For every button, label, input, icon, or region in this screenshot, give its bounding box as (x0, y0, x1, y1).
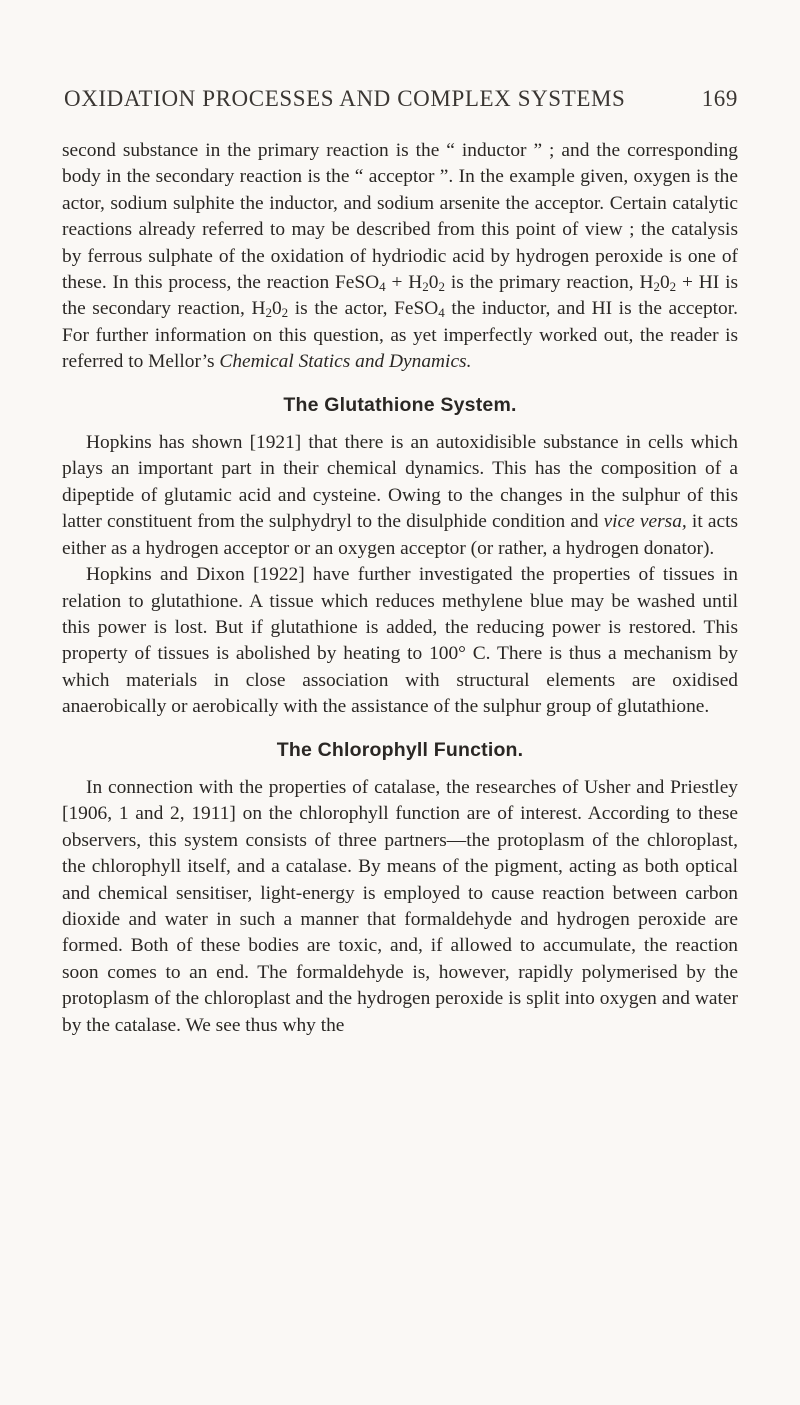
body-text (62, 138, 738, 1039)
paragraph-text: the inductor, and HI is the acceptor. For further information on this question, as yet imperfectly worked out, the reader is referred to Mellor’s (62, 298, 738, 373)
chapter-title: OXIDATION PROCESSES AND COMPLEX SYSTEMS (64, 86, 626, 111)
italic-phrase: vice versa, (603, 511, 687, 533)
page-number: 169 (701, 86, 738, 111)
paragraph-glutathione-hopkins: Hopkins has shown [1921] that there is an autoxidisible substance in cells which plays an important part in their chemical dynamics. This has the composition of a dipeptide of glutamic acid and cysteine. Owing to the changes in the sulphur of this latter constituent from the sulphydryl to the disulphide condition and vice versa, it acts either as a hydrogen acceptor or an oxygen acceptor (or rather, a hydrogen donator). (62, 432, 739, 559)
paragraph-glutathione-dixon: Hopkins and Dixon [1922] have further investigated the properties of tissues in relation to glutathione. A tissue which reduces methylene blue may be washed until this power is lost. But if glutathione is added, the reducing power is restored. This property of tissues is abolished by heating to 100° C. There is thus a mechanism by which materials in close association with structural elements are oxidised anaerobically or aerobically with the assistance of the sulphur group of glutathione. (62, 564, 738, 718)
paragraph-text: is the primary reaction, (444, 272, 640, 294)
formula-feso4-h2o2: FeSO$_4$ + $H_20_2$ (334, 272, 445, 295)
section-heading-glutathione: The Glutathione System. (283, 393, 517, 416)
formula-h2o2-hi: $H_20_2$ + HI (639, 272, 720, 295)
paragraph-text: is the actor, (288, 298, 395, 320)
paragraph-chlorophyll: In connection with the properties of catalase, the researches of Usher and Priestley [1906, 1 and 2, 1911] on the chlorophyll function are of interest. According to these observers, this system consists of three partners—the protoplasm of the chloroplast, the chlorophyll itself, and a catalase. By means of the pigment, acting as both optical and chemical sensitiser, light-energy is employed to cause reaction between carbon dioxide and water in such a manner that formaldehyde and hydrogen peroxide are formed. Both of these bodies are toxic, and, if allowed to accumulate, the reaction soon comes to an end. The formaldehyde is, however, rapidly polymerised by the protoplasm of the chloroplast and the hydrogen peroxide is split into oxygen and water by the catalase. We see thus why the (62, 776, 738, 1036)
running-head (62, 86, 738, 112)
section-heading-chlorophyll: The Chlorophyll Function. (276, 738, 524, 761)
paragraph-text: is the secondary reaction, (62, 272, 738, 320)
book-title: Chemical Statics and Dynamics. (219, 351, 472, 373)
paragraph-text: second substance in the primary reaction is the “ inductor ” ; and the corresponding body in the secondary reaction is the “ acceptor ”. In the example given, oxygen is the actor, sodium sulphite the inductor, and sodium arsenite the acceptor. Certain catalytic reactions already referred to may be described from this point of view ; the catalysis by ferrous sulphate of the oxidation of hydriodic acid by hydrogen peroxide is one of these. In this process, the reaction (62, 140, 738, 294)
formula-h2o2: $H_20_2$ (251, 298, 289, 321)
formula-feso4: FeSO$_4$ (394, 298, 445, 321)
paragraph-inductor-acceptor (62, 138, 738, 376)
